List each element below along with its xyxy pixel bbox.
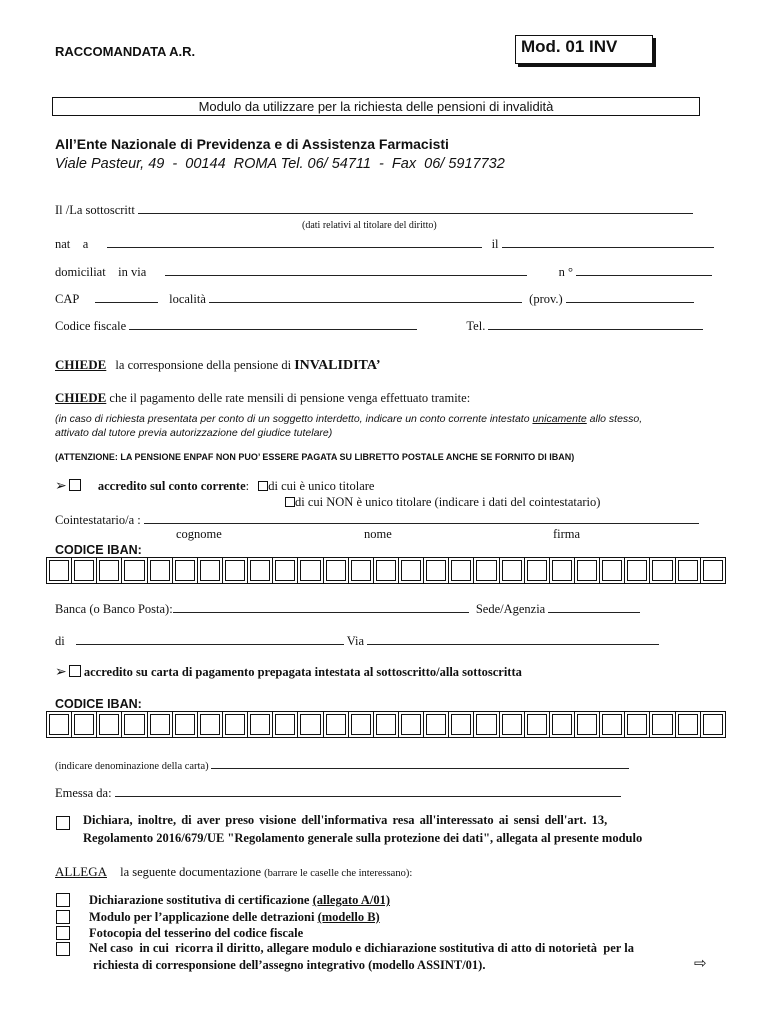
- attachment-item-2-ref: (modello B): [317, 910, 380, 924]
- iban-cell[interactable]: [575, 712, 600, 737]
- locality-field[interactable]: [209, 291, 522, 303]
- iban-cell[interactable]: [122, 558, 147, 583]
- co-holder-signature-caption: firma: [553, 527, 581, 541]
- payment-warning: (ATTENZIONE: LA PENSIONE ENPAF NON PUO’ ESSERE PAGATA SU LIBRETTO POSTALE ANCHE SE FORNITO DI IBAN): [55, 452, 575, 462]
- card-option-checkbox[interactable]: [69, 665, 81, 677]
- bank-option-checkbox[interactable]: [69, 479, 81, 491]
- branch-label: Sede/Agenzia: [475, 602, 546, 616]
- iban-cell[interactable]: [424, 712, 449, 737]
- iban-cell[interactable]: [248, 558, 273, 583]
- tax-row: [55, 318, 703, 334]
- iban-cell[interactable]: [650, 712, 675, 737]
- iban-cell[interactable]: [148, 558, 173, 583]
- attachment-item-3: Fotocopia del tesserino del codice fiscale: [89, 926, 304, 940]
- cap-row: [55, 291, 694, 307]
- iban-cell[interactable]: [525, 712, 550, 737]
- iban-cell[interactable]: [474, 712, 499, 737]
- bank-option-row: [55, 478, 374, 495]
- iban-cell[interactable]: [625, 712, 650, 737]
- cap-field[interactable]: [95, 291, 158, 303]
- iban-cell[interactable]: [701, 558, 725, 583]
- iban-cell[interactable]: [122, 712, 147, 737]
- recipient-name: All’Ente Nazionale di Previdenza e di Assistenza Farmacisti: [55, 136, 449, 152]
- bank-street-label: Via: [346, 634, 365, 648]
- birthdate-field[interactable]: [502, 236, 714, 248]
- iban-cell[interactable]: [248, 712, 273, 737]
- privacy-checkbox[interactable]: [56, 816, 70, 830]
- attachment-item-1-text: Dichiarazione sostitutiva di certificazione: [89, 893, 313, 907]
- card-option-label: accredito su carta di pagamento prepagata intestata al sottoscritto/alla sottoscritta: [83, 665, 522, 679]
- recipient-address: Viale Pasteur, 49 - 00144 ROMA Tel. 06/ 54711 - Fax 06/ 5917732: [55, 156, 505, 172]
- undersigned-field[interactable]: [138, 202, 693, 214]
- birthdate-label: il: [491, 237, 499, 251]
- iban-cell[interactable]: [374, 712, 399, 737]
- not-sole-holder-row: [285, 495, 600, 510]
- residence-row: [55, 264, 712, 280]
- payment-text: che il pagamento delle rate mensili di pensione venga effettuato tramite:: [109, 391, 471, 405]
- iban-cell[interactable]: [449, 558, 474, 583]
- attachments-header: [55, 864, 412, 880]
- request-verb: CHIEDE: [55, 357, 107, 372]
- iban-cell[interactable]: [97, 712, 122, 737]
- bank-address-row: [55, 633, 659, 649]
- bank-option-label: accredito sul conto corrente: [97, 479, 246, 493]
- iban-cell[interactable]: [324, 712, 349, 737]
- province-field[interactable]: [566, 291, 694, 303]
- tax-code-field[interactable]: [129, 318, 417, 330]
- request-emphasis: INVALIDITA’: [294, 358, 381, 373]
- sole-holder-label: di cui è unico titolare: [268, 479, 375, 493]
- iban-cell[interactable]: [399, 558, 424, 583]
- bank-option-colon: :: [245, 479, 250, 493]
- attachments-hint: (barrare le caselle che interessano):: [264, 868, 413, 879]
- phone-label: Tel.: [466, 319, 486, 333]
- iban-cell[interactable]: [399, 712, 424, 737]
- purpose-banner: [52, 97, 700, 116]
- iban-cell[interactable]: [676, 712, 701, 737]
- iban-cell[interactable]: [97, 558, 122, 583]
- co-holder-row: [55, 512, 699, 528]
- note-part1: (in caso di richiesta presentata per conto di un soggetto interdetto, indicare un conto corrente intestato: [55, 413, 533, 425]
- iban-cell[interactable]: [72, 558, 97, 583]
- request-text: la corresponsione della pensione di: [115, 358, 292, 372]
- attachment-item-4-line2: richiesta di corresponsione dell’assegno integrativo (modello ASSINT/01).: [93, 958, 486, 972]
- payment-note: [55, 412, 642, 440]
- card-arrow-icon: ➢: [55, 665, 67, 680]
- co-holder-surname-caption: cognome: [176, 527, 222, 541]
- attachment-checkbox-3[interactable]: [56, 926, 70, 940]
- attachments-verb: ALLEGA: [55, 864, 107, 879]
- attachment-item-1-ref: (allegato A/01): [312, 893, 390, 907]
- attachment-checkbox-4[interactable]: [56, 942, 70, 956]
- iban-cell[interactable]: [324, 558, 349, 583]
- bank-row: [55, 601, 640, 617]
- phone-field[interactable]: [488, 318, 703, 330]
- iban-cell[interactable]: [550, 712, 575, 737]
- next-page-arrow-icon: ⇨: [694, 956, 707, 972]
- note-part2: allo stesso,: [586, 413, 643, 425]
- co-holder-label: Cointestatario/a :: [55, 513, 141, 527]
- tax-code-label: Codice fiscale: [55, 319, 127, 333]
- card-name-label: (indicare denominazione della carta): [55, 761, 209, 772]
- iban-cell[interactable]: [550, 558, 575, 583]
- iban-grid-bank[interactable]: [46, 557, 726, 584]
- undersigned-hint: (dati relativi al titolare del diritto): [302, 220, 437, 231]
- iban-cell[interactable]: [349, 558, 374, 583]
- header-label: RACCOMANDATA A.R.: [55, 44, 196, 59]
- attachment-item-4: Nel caso in cui ricorra il diritto, allegare modulo e dichiarazione sostitutiva di atto di notorietà per la: [89, 941, 634, 955]
- iban-cell[interactable]: [273, 558, 298, 583]
- iban-cell[interactable]: [449, 712, 474, 737]
- cap-label: CAP: [55, 292, 79, 306]
- request-invalidity: [55, 357, 381, 374]
- iban-cell[interactable]: [575, 558, 600, 583]
- iban-grid-card[interactable]: [46, 711, 726, 738]
- bank-city-label: di: [55, 634, 65, 648]
- bank-city-field[interactable]: [76, 633, 344, 645]
- iban-cell[interactable]: [298, 712, 323, 737]
- iban-cell[interactable]: [72, 712, 97, 737]
- card-name-row: [55, 757, 629, 772]
- attachment-checkbox-1[interactable]: [56, 893, 70, 907]
- iban-cell[interactable]: [600, 558, 625, 583]
- sole-holder-checkbox[interactable]: [258, 481, 268, 491]
- street-number-field[interactable]: [576, 264, 712, 276]
- province-label: (prov.): [529, 292, 563, 306]
- iban-cell[interactable]: [701, 712, 725, 737]
- privacy-line1: Dichiara, inoltre, di aver preso visione dell'informativa resa all'interessato ai sensi dell'art. 13,: [83, 813, 608, 827]
- iban-cell[interactable]: [198, 712, 223, 737]
- iban-cell[interactable]: [374, 558, 399, 583]
- attachment-checkbox-2[interactable]: [56, 910, 70, 924]
- born-label: nat a: [55, 237, 89, 251]
- undersigned-row: [55, 202, 693, 218]
- iban-cell[interactable]: [424, 558, 449, 583]
- card-option-row: [55, 664, 522, 681]
- bank-label: Banca (o Banco Posta):: [55, 602, 173, 616]
- street-field[interactable]: [165, 264, 527, 276]
- iban-cell[interactable]: [47, 558, 72, 583]
- issuer-row: [55, 785, 621, 801]
- not-sole-holder-checkbox[interactable]: [285, 497, 295, 507]
- iban-cell[interactable]: [298, 558, 323, 583]
- iban-cell[interactable]: [650, 558, 675, 583]
- iban-cell[interactable]: [273, 712, 298, 737]
- issuer-field[interactable]: [115, 785, 621, 797]
- undersigned-label: Il /La sottoscritt: [55, 203, 135, 217]
- street-number-label: n °: [558, 265, 573, 279]
- bank-arrow-icon: ➢: [55, 479, 67, 494]
- iban-cell[interactable]: [500, 712, 525, 737]
- attachments-text: la seguente documentazione: [120, 865, 262, 879]
- iban-label-bank: CODICE IBAN:: [55, 543, 142, 557]
- not-sole-holder-label: di cui NON è unico titolare (indicare i dati del cointestatario): [295, 495, 601, 509]
- purpose-banner-text: Modulo da utilizzare per la richiesta delle pensioni di invalidità: [198, 99, 554, 114]
- locality-label: località: [169, 292, 206, 306]
- co-holder-name-caption: nome: [364, 527, 392, 541]
- note-underlined: unicamente: [532, 413, 587, 425]
- privacy-line2: Regolamento 2016/679/UE "Regolamento generale sulla protezione dei dati", allegata al presente modulo: [83, 831, 643, 845]
- iban-cell[interactable]: [47, 712, 72, 737]
- attachment-item-2-text: Modulo per l’applicazione delle detrazioni: [89, 910, 318, 924]
- iban-cell[interactable]: [223, 558, 248, 583]
- model-code: Mod. 01 INV: [521, 37, 618, 56]
- branch-field[interactable]: [548, 601, 640, 613]
- attachment-item-1: [89, 893, 390, 908]
- iban-cell[interactable]: [625, 558, 650, 583]
- payment-verb: CHIEDE: [55, 390, 107, 405]
- bank-field[interactable]: [173, 601, 469, 613]
- birthplace-field[interactable]: [107, 236, 482, 248]
- iban-cell[interactable]: [600, 712, 625, 737]
- iban-label-card: CODICE IBAN:: [55, 697, 142, 711]
- iban-cell[interactable]: [198, 558, 223, 583]
- iban-cell[interactable]: [525, 558, 550, 583]
- iban-cell[interactable]: [474, 558, 499, 583]
- request-payment: [55, 390, 470, 406]
- card-name-field[interactable]: [211, 757, 629, 769]
- iban-cell[interactable]: [500, 558, 525, 583]
- birth-row: [55, 236, 714, 252]
- iban-cell[interactable]: [148, 712, 173, 737]
- bank-street-field[interactable]: [367, 633, 659, 645]
- co-holder-field[interactable]: [144, 512, 699, 524]
- iban-cell[interactable]: [676, 558, 701, 583]
- iban-cell[interactable]: [349, 712, 374, 737]
- residence-label: domiciliat in via: [55, 265, 147, 279]
- issuer-label: Emessa da:: [55, 786, 112, 800]
- note-line2: attivato dal tutore previa autorizzazione del giudice tutelare): [55, 427, 333, 439]
- iban-cell[interactable]: [173, 712, 198, 737]
- iban-cell[interactable]: [223, 712, 248, 737]
- attachment-item-2: [89, 910, 380, 925]
- iban-cell[interactable]: [173, 558, 198, 583]
